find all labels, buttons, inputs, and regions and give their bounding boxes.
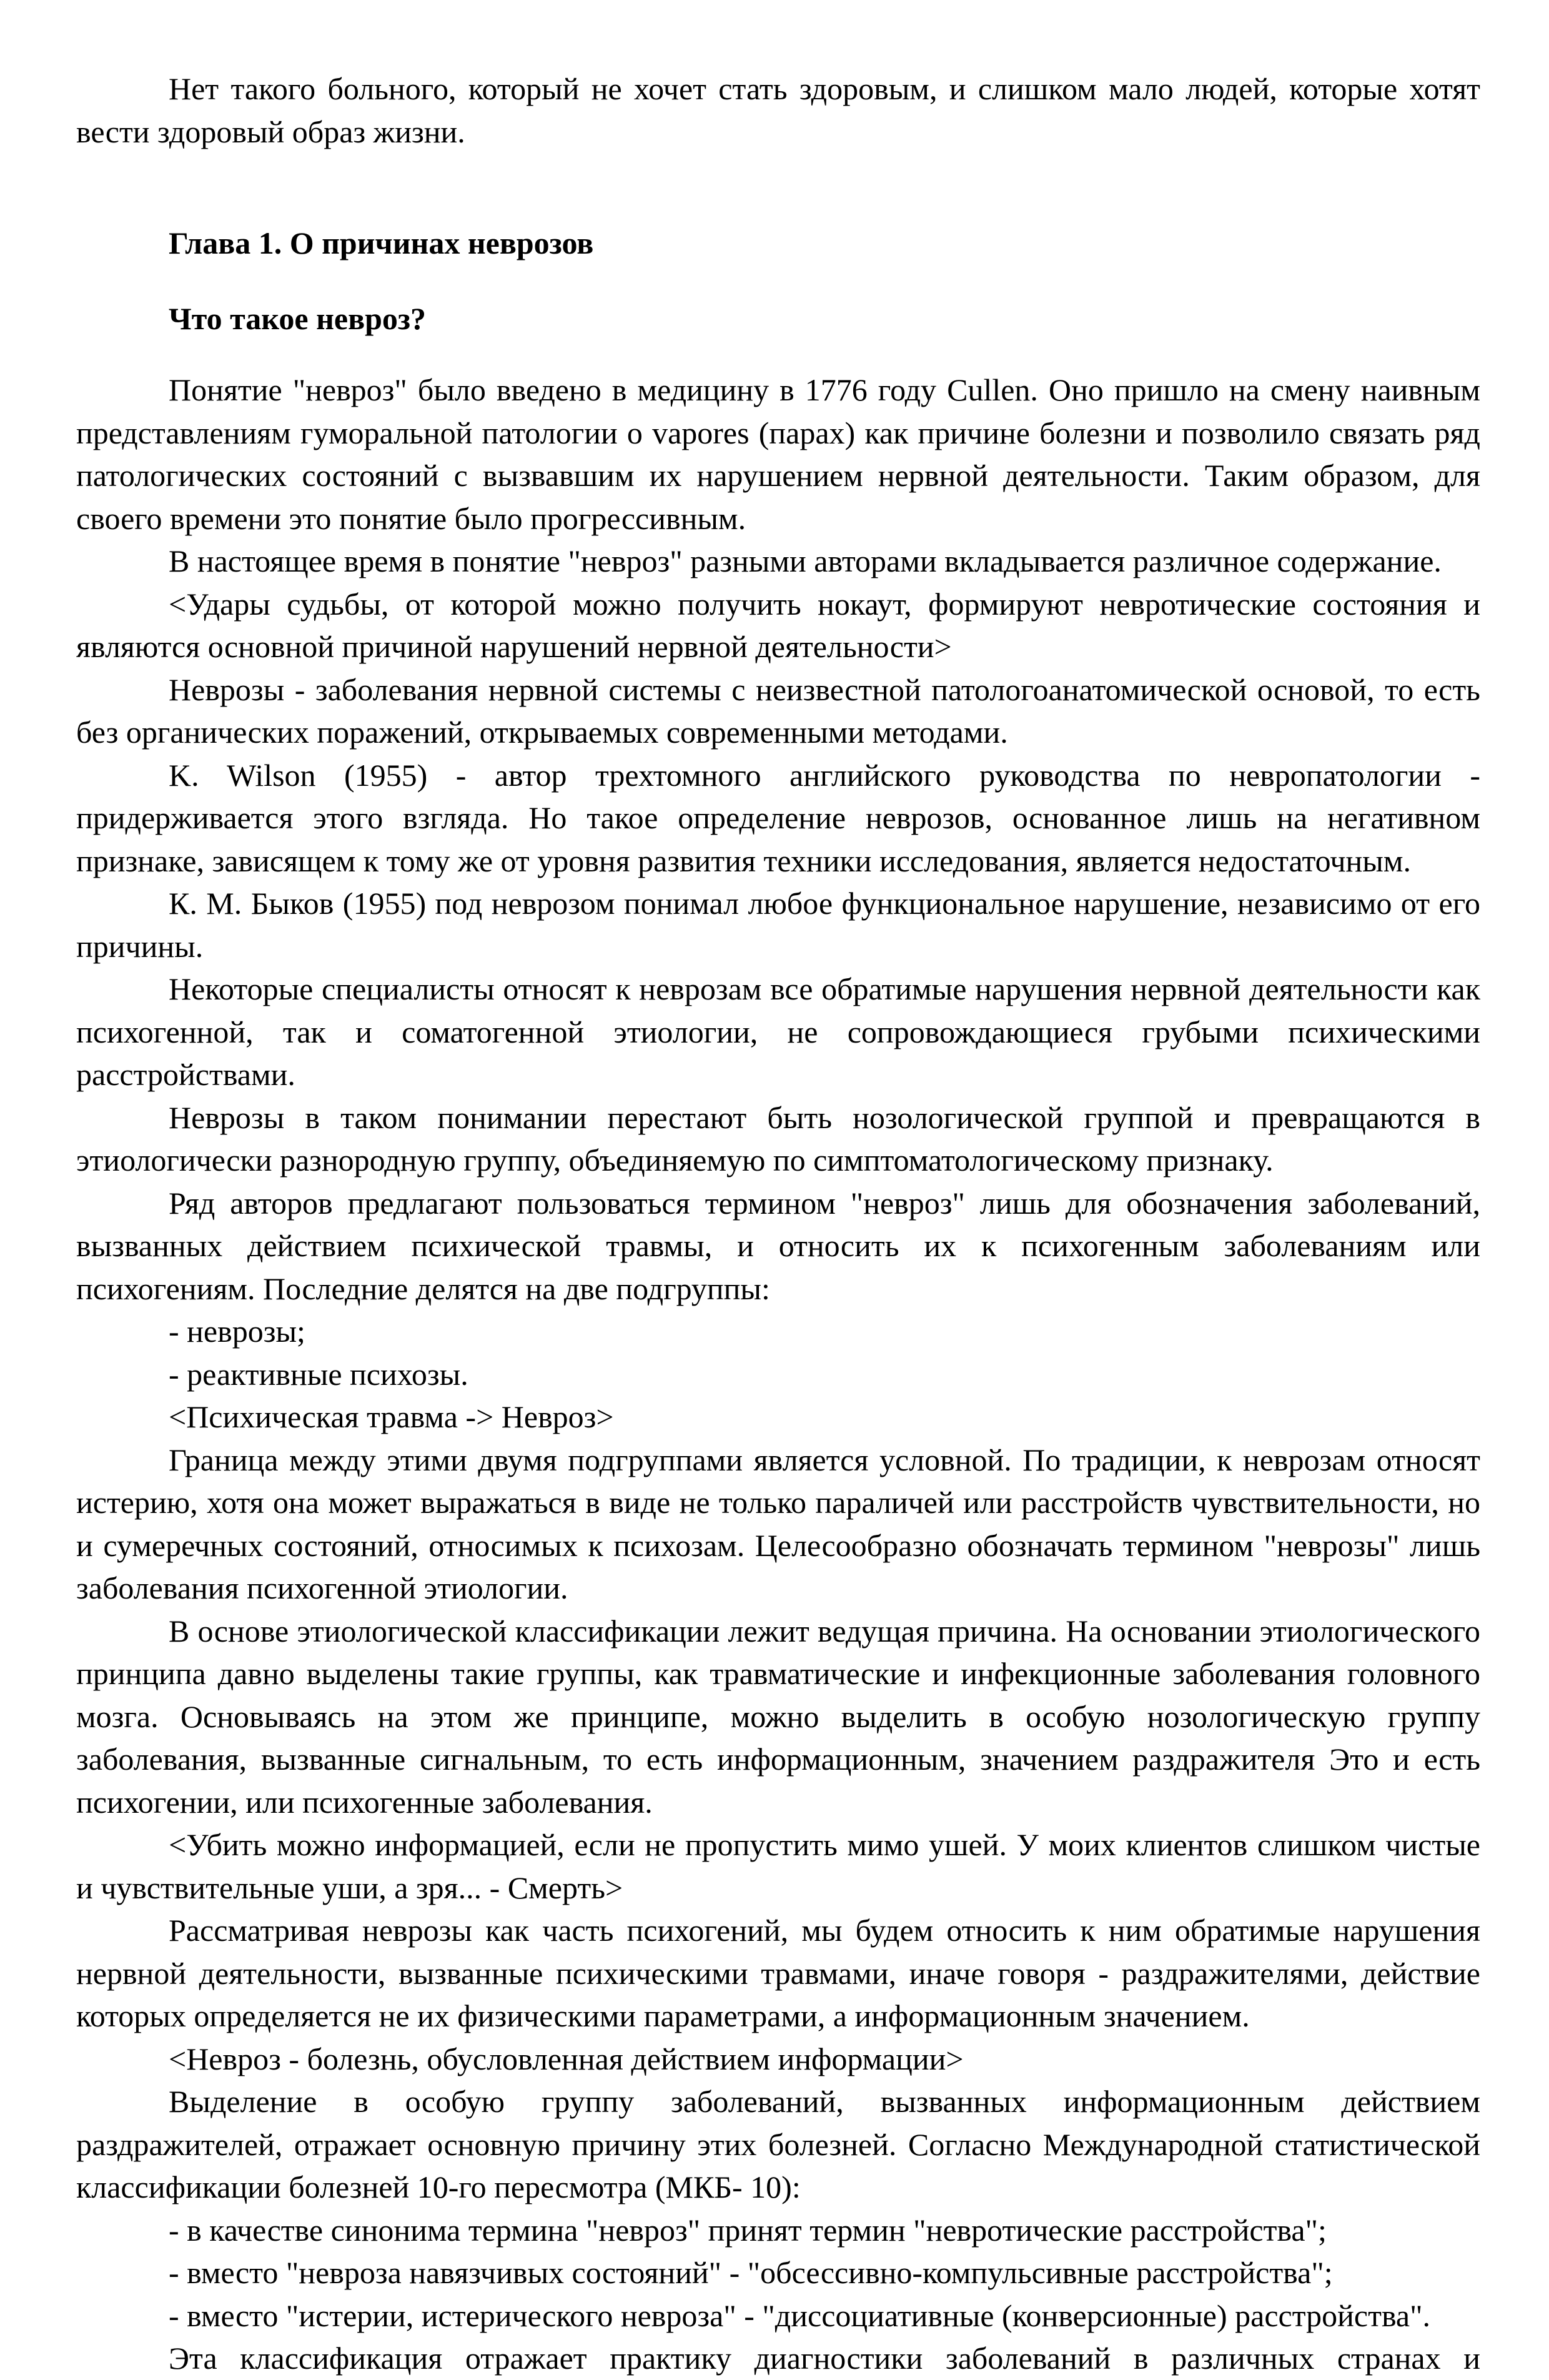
paragraph: К. М. Быков (1955) под неврозом понимал любое функциональное нарушение, независимо от его причины. (76, 886, 1480, 964)
quote-paragraph: <Убить можно информацией, если не пропустить мимо ушей. У моих клиентов слишком чистые и чувствительные уши, а зря... - Смерть> (76, 1827, 1480, 1905)
list-item: - вместо "истерии, истерического невроза" - "диссоциативные (конверсионные) расстройства". (169, 2298, 1431, 2333)
paragraph: Граница между этими двумя подгруппами является условной. По традиции, к неврозам относят истерию, хотя она может выражаться в виде не только параличей или расстройств чувствительности, но и сумеречных состояний, относимых к психозам. Целесообразно обозначать термином "неврозы" лишь заболевания психогенной этиологии. (76, 1442, 1480, 1605)
paragraph: В основе этиологической классификации лежит ведущая причина. На основании этиологического принципа давно выделены такие группы, как травматические и инфекционные заболевания головного мозга. Основываясь на этом же принципе, можно выделить в особую нозологическую группу заболевания, вызванные сигнальным, то есть информационным, значением раздражителя Это и есть психогении, или психогенные заболевания. (76, 1613, 1480, 1820)
list-item: - вместо "невроза навязчивых состояний" - "обсессивно-компульсивные расстройства"; (169, 2255, 1333, 2290)
paragraph: В настоящее время в понятие "невроз" разными авторами вкладывается различное содержание. (169, 543, 1442, 578)
section-title: Что такое невроз? (169, 300, 427, 336)
chapter-title: Глава 1. О причинах неврозов (169, 226, 594, 260)
paragraph: Понятие "невроз" было введено в медицину в 1776 году Cullen. Оно пришло на смену наивным представлениям гуморальной патологии о vapores (парах) как причине болезни и позволило связать ряд патологических состояний с вызвавшим их нарушением нервной деятельности. Таким образом, для своего времени это понятие было прогрессивным. (76, 372, 1480, 536)
paragraph: Неврозы в таком понимании перестают быть нозологической группой и превращаются в этиологически разнородную группу, объединяемую по симптоматологическому признаку. (76, 1099, 1480, 1178)
paragraph: Некоторые специалисты относят к неврозам все обратимые нарушения нервной деятельности как психогенной, так и соматогенной этиологии, не сопровождающиеся грубыми психическими расстройствами. (76, 971, 1480, 1092)
paragraph: Эта классификация отражает практику диагностики заболеваний в различных странах и (169, 2341, 1480, 2376)
spacer (76, 340, 1480, 369)
spacer (76, 265, 1480, 297)
list-item: - реактивные психозы. (169, 1356, 468, 1392)
quote-paragraph: <Удары судьбы, от которой можно получить нокаут, формируют невротические состояния и являются основной причиной нарушений нервной деятельности> (76, 586, 1480, 664)
list-item: - в качестве синонима термина "невроз" принят термин "невротические расстройства"; (169, 2212, 1327, 2248)
paragraph: Рассматривая неврозы как часть психогений, мы будем относить к ним обратимые нарушения нервной деятельности, вызванные психическими травмами, иначе говоря - раздражителями, действие которых определяется не их физическими параметрами, а информационным значением. (76, 1913, 1480, 2033)
document-page (76, 67, 1480, 2380)
paragraph: Ряд авторов предлагают пользоваться термином "невроз" лишь для обозначения заболеваний, вызванных действием психической травмы, и относить их к психогенным заболеваниям или психогениям. Последние делятся на две подгруппы: (76, 1185, 1480, 1306)
intro-paragraph: Нет такого больного, который не хочет стать здоровым, и слишком мало людей, которые хотят вести здоровый образ жизни. (76, 71, 1480, 149)
paragraph: K. Wilson (1955) - автор трехтомного английского руководства по невропатологии - придерживается этого взгляда. Но такое определение неврозов, основанное лишь на негативном признаке, зависящем к тому же от уровня развития техники исследования, является недостаточным. (76, 757, 1480, 878)
list-item: - неврозы; (169, 1314, 305, 1349)
paragraph: Неврозы - заболевания нервной системы с неизвестной патологоанатомической основой, то есть без органических поражений, открываемых современными методами. (76, 672, 1480, 750)
spacer (76, 153, 1480, 222)
quote-paragraph: <Невроз - болезнь, обусловленная действием информации> (169, 2041, 964, 2076)
paragraph: Выделение в особую группу заболеваний, вызванных информационным действием раздражителей, отражает основную причину этих болезней. Согласно Международной статистической классификации болезней 10-го пересмотра (МКБ- 10): (76, 2084, 1480, 2204)
quote-paragraph: <Психическая травма -> Невроз> (169, 1399, 614, 1434)
